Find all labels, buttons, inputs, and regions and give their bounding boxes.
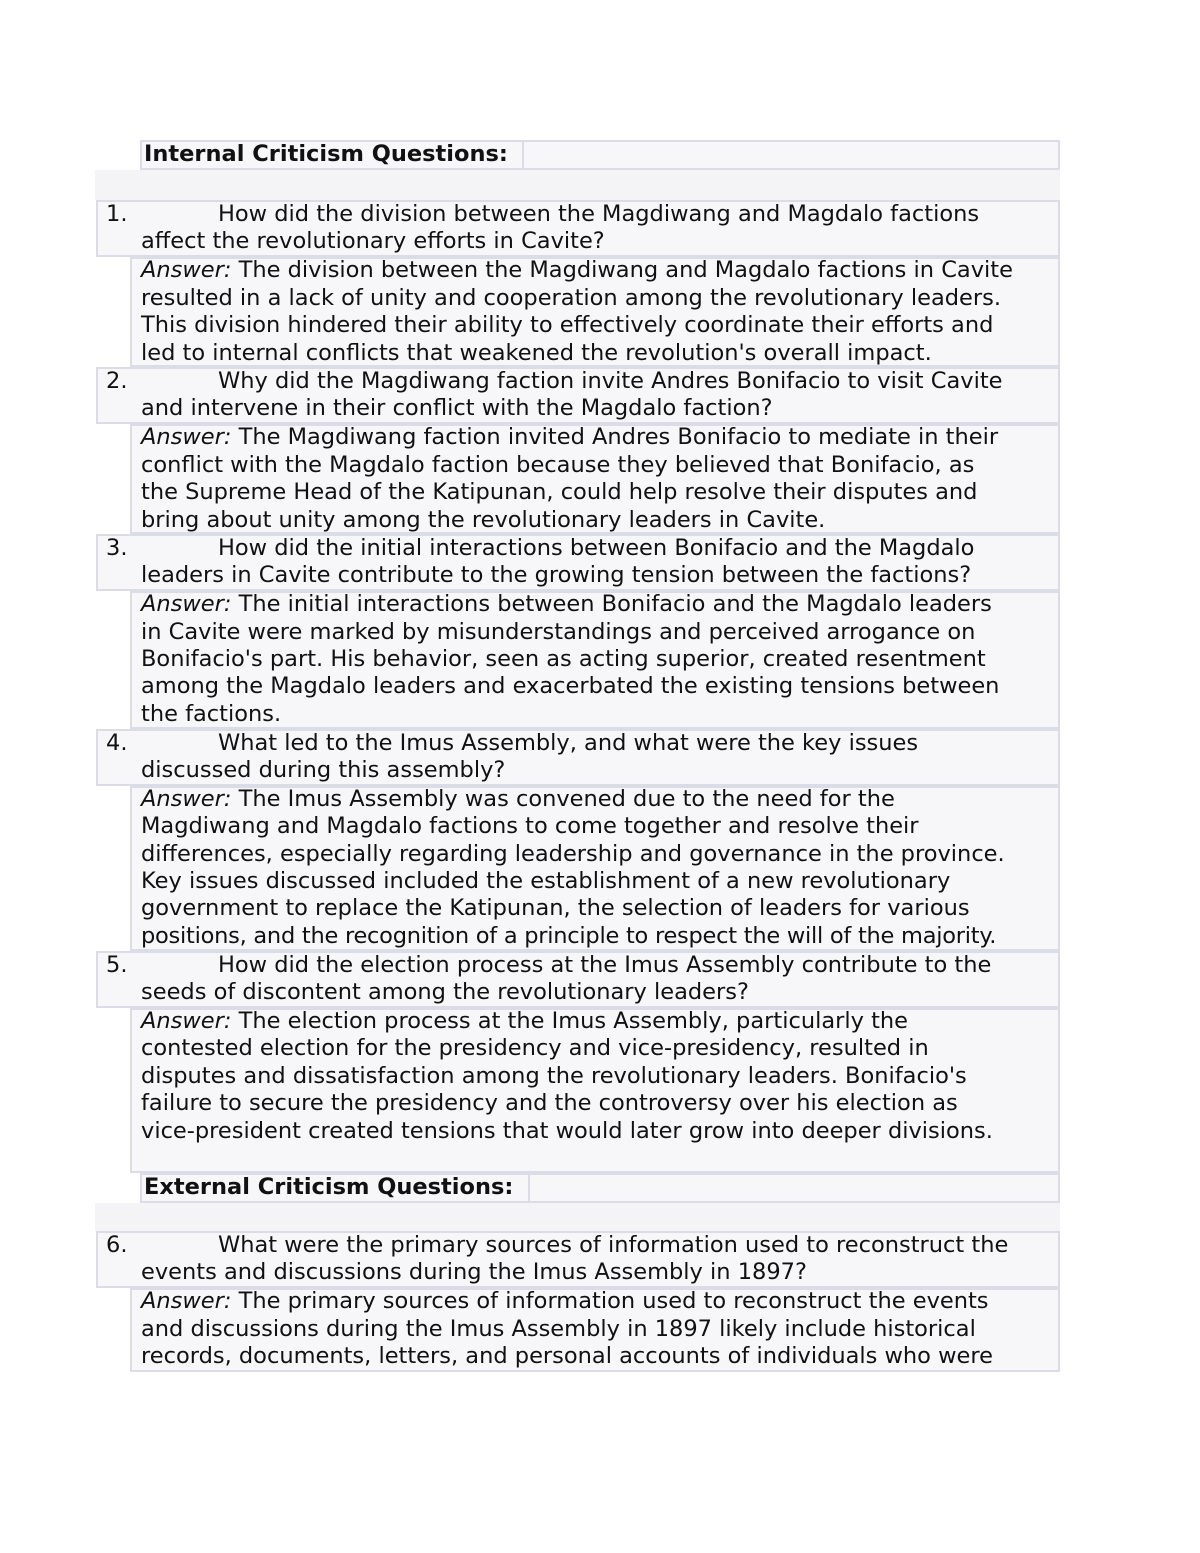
question-4-line-1: 4. What led to the Imus Assembly, and what were the key issues xyxy=(106,730,919,756)
spacer-row xyxy=(95,170,1060,200)
answer-4-line-3: differences, especially regarding leadership and governance in the province. xyxy=(141,841,1005,867)
question-number: 6. xyxy=(106,1232,128,1258)
answer-1-line-2: resulted in a lack of unity and cooperation among the revolutionary leaders. xyxy=(141,285,1001,311)
answer-label: Answer: xyxy=(141,424,232,450)
answer-2-line-2: conflict with the Magdalo faction because they believed that Bonifacio, as xyxy=(141,452,975,478)
heading-row-box xyxy=(528,1173,1060,1203)
answer-5-line-5: vice-president created tensions that would later grow into deeper divisions. xyxy=(141,1118,993,1144)
answer-5-line-1: Answer: The election process at the Imus Assembly, particularly the xyxy=(141,1008,909,1034)
answer-label: Answer: xyxy=(141,1288,232,1314)
answer-4-line-5: government to replace the Katipunan, the selection of leaders for various xyxy=(141,895,970,921)
answer-3-line-4: among the Magdalo leaders and exacerbated the existing tensions between xyxy=(141,673,1000,699)
section-heading-external: External Criticism Questions: xyxy=(144,1174,514,1200)
answer-5-line-4: failure to secure the presidency and the controversy over his election as xyxy=(141,1090,958,1116)
question-5-line-2: seeds of discontent among the revolutionary leaders? xyxy=(141,979,749,1005)
answer-1-line-4: led to internal conflicts that weakened the revolution's overall impact. xyxy=(141,340,932,366)
spacer-row xyxy=(95,1203,1060,1231)
answer-6-line-2: and discussions during the Imus Assembly in 1897 likely include historical xyxy=(141,1316,976,1342)
answer-4-line-2: Magdiwang and Magdalo factions to come together and resolve their xyxy=(141,813,919,839)
question-6-line-1: 6. What were the primary sources of information used to reconstruct the xyxy=(106,1232,1009,1258)
section-heading-internal: Internal Criticism Questions: xyxy=(144,141,508,167)
answer-1-line-1: Answer: The division between the Magdiwang and Magdalo factions in Cavite xyxy=(141,257,1013,283)
question-number: 5. xyxy=(106,952,128,978)
answer-3-line-3: Bonifacio's part. His behavior, seen as acting superior, created resentment xyxy=(141,646,986,672)
answer-4-line-6: positions, and the recognition of a principle to respect the will of the majority. xyxy=(141,923,997,949)
question-2-line-2: and intervene in their conflict with the Magdalo faction? xyxy=(141,395,773,421)
question-number: 3. xyxy=(106,535,128,561)
answer-3-line-2: in Cavite were marked by misunderstandings and perceived arrogance on xyxy=(141,619,976,645)
answer-1-line-3: This division hindered their ability to effectively coordinate their efforts and xyxy=(141,312,994,338)
question-6-line-2: events and discussions during the Imus Assembly in 1897? xyxy=(141,1259,807,1285)
answer-2-line-3: the Supreme Head of the Katipunan, could help resolve their disputes and xyxy=(141,479,978,505)
question-2-line-1: 2. Why did the Magdiwang faction invite Andres Bonifacio to visit Cavite xyxy=(106,368,1003,394)
answer-2-line-4: bring about unity among the revolutionary leaders in Cavite. xyxy=(141,507,826,533)
question-number: 2. xyxy=(106,368,128,394)
answer-5-line-3: disputes and dissatisfaction among the revolutionary leaders. Bonifacio's xyxy=(141,1063,967,1089)
answer-label: Answer: xyxy=(141,786,232,812)
question-1-line-2: affect the revolutionary efforts in Cavite? xyxy=(141,228,605,254)
question-4-line-2: discussed during this assembly? xyxy=(141,757,506,783)
answer-4-line-1: Answer: The Imus Assembly was convened due to the need for the xyxy=(141,786,895,812)
answer-label: Answer: xyxy=(141,257,232,283)
answer-6-line-3: records, documents, letters, and personal accounts of individuals who were xyxy=(141,1343,993,1369)
answer-2-line-1: Answer: The Magdiwang faction invited Andres Bonifacio to mediate in their xyxy=(141,424,999,450)
answer-5-line-2: contested election for the presidency and vice-presidency, resulted in xyxy=(141,1035,929,1061)
question-3-line-1: 3. How did the initial interactions between Bonifacio and the Magdalo xyxy=(106,535,975,561)
answer-6-line-1: Answer: The primary sources of information used to reconstruct the events xyxy=(141,1288,989,1314)
question-5-line-1: 5. How did the election process at the Imus Assembly contribute to the xyxy=(106,952,992,978)
question-1-line-1: 1. How did the division between the Magdiwang and Magdalo factions xyxy=(106,201,980,227)
question-number: 4. xyxy=(106,730,128,756)
answer-4-line-4: Key issues discussed included the establishment of a new revolutionary xyxy=(141,868,951,894)
answer-3-line-5: the factions. xyxy=(141,701,282,727)
answer-label: Answer: xyxy=(141,1008,232,1034)
question-3-line-2: leaders in Cavite contribute to the growing tension between the factions? xyxy=(141,562,972,588)
heading-row-box xyxy=(522,140,1060,170)
answer-label: Answer: xyxy=(141,591,232,617)
question-number: 1. xyxy=(106,201,128,227)
answer-3-line-1: Answer: The initial interactions between Bonifacio and the Magdalo leaders xyxy=(141,591,992,617)
